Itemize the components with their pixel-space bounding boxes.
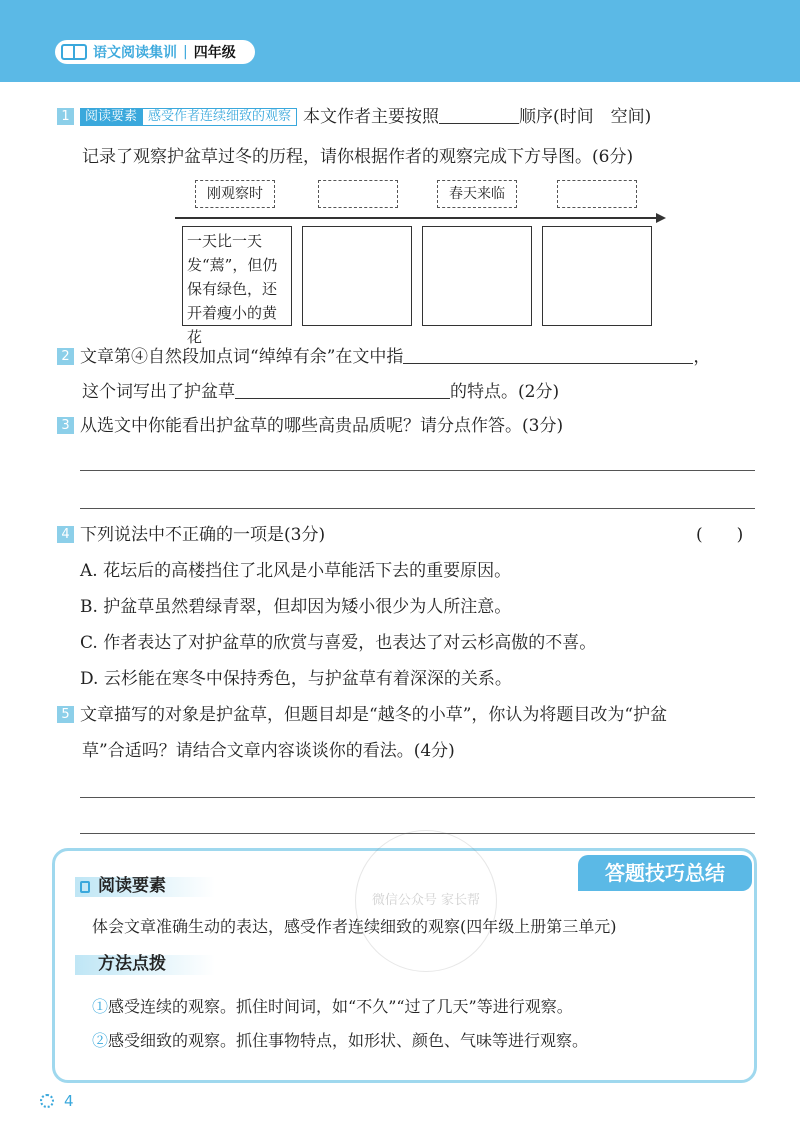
- answer-blank[interactable]: [439, 105, 519, 124]
- question-number: 4: [57, 526, 74, 543]
- item-number: ①: [92, 997, 109, 1016]
- question-1-line-2: 记录了观察护盆草过冬的历程，请你根据作者的观察完成下方导图。(6分): [82, 147, 634, 167]
- item-number: ②: [92, 1031, 109, 1050]
- question-number: 2: [57, 348, 74, 365]
- question-text: 本文作者主要按照: [303, 107, 440, 127]
- stage-box-answer[interactable]: [542, 226, 652, 326]
- stage-box-answer[interactable]: [302, 226, 412, 326]
- question-text: 从选文中你能看出护盆草的哪些高贵品质呢？请分点作答。(3分): [80, 416, 564, 436]
- stage-box-text: 一天比一天发“蔫”，但仍保有绿色，还开着瘦小的黄花: [187, 232, 278, 346]
- section-title-method: 方法点拨: [98, 954, 166, 974]
- answer-parentheses[interactable]: ( ): [696, 525, 744, 545]
- page-footer: [40, 1092, 74, 1110]
- page-number: 4: [64, 1092, 74, 1110]
- reading-element-text: 感受作者连续细致的观察: [142, 108, 297, 126]
- grade-label: 四年级: [193, 45, 236, 61]
- stage-box-answer[interactable]: [422, 226, 532, 326]
- option-a: A. 花坛后的高楼挡住了北风是小草能活下去的重要原因。: [80, 561, 512, 581]
- watermark-stamp: [355, 830, 497, 972]
- question-4: [57, 521, 325, 549]
- series-title: 语文阅读集训: [93, 45, 177, 61]
- tips-card-badge: 答题技巧总结: [578, 855, 752, 891]
- reading-element-text: 体会文章准确生动的表达，感受作者连续细致的观察(四年级上册第三单元): [92, 917, 617, 936]
- question-1-line-1: [57, 103, 651, 131]
- question-text: 顺序(时间 空间): [519, 107, 652, 127]
- stage-box-1: [182, 226, 292, 346]
- question-5-line-2: 草”合适吗？请结合文章内容谈谈你的看法。(4分): [82, 741, 455, 761]
- answer-blank[interactable]: [403, 345, 693, 364]
- question-3: [57, 412, 563, 440]
- question-text: 的特点。(2分): [450, 382, 560, 402]
- option-d: D. 云杉能在寒冬中保持秀色，与护盆草有着深深的关系。: [80, 669, 512, 689]
- question-number: 5: [57, 706, 74, 723]
- question-text: 文章第④自然段加点词“绰绰有余”在文中指: [80, 347, 404, 367]
- header-separator: |: [183, 44, 188, 60]
- question-5-line-1: [57, 701, 667, 729]
- timeline-label-box: 刚观察时: [195, 180, 275, 208]
- reading-element-tag: 阅读要素: [80, 108, 142, 126]
- question-2-line-1: [57, 343, 710, 371]
- answer-line[interactable]: [80, 797, 755, 798]
- header-title-pill: [55, 40, 255, 64]
- answer-line[interactable]: [80, 508, 755, 509]
- timeline-label-box: 春天来临: [437, 180, 517, 208]
- watermark-text: 微信公众号 家长帮: [371, 893, 481, 908]
- method-item-2: [92, 1027, 588, 1055]
- item-text: 感受细致的观察。抓住事物特点，如形状、颜色、气味等进行观察。: [108, 1031, 589, 1050]
- question-text: 这个词写出了护盆草: [82, 382, 235, 402]
- question-text: 下列说法中不正确的一项是(3分): [80, 525, 326, 545]
- option-c: C. 作者表达了对护盆草的欣赏与喜爱，也表达了对云杉高傲的不喜。: [80, 633, 597, 653]
- timeline-arrow-head: [656, 213, 666, 223]
- item-text: 感受连续的观察。抓住时间词，如“不久”“过了几天”等进行观察。: [108, 997, 573, 1016]
- book-icon: [61, 44, 87, 60]
- reading-element-icon: [80, 881, 90, 893]
- question-number: 3: [57, 417, 74, 434]
- answer-line[interactable]: [80, 470, 755, 471]
- question-text: ，: [693, 347, 711, 367]
- question-2-line-2: [82, 378, 559, 406]
- method-item-1: [92, 993, 573, 1021]
- timeline-label-blank[interactable]: [557, 180, 637, 208]
- timeline-label-blank[interactable]: [318, 180, 398, 208]
- timeline-arrow-line: [175, 217, 658, 219]
- question-text: 文章描写的对象是护盆草，但题目却是“越冬的小草”，你认为将题目改为“护盆: [80, 705, 668, 725]
- sun-icon: [40, 1094, 54, 1108]
- question-number: 1: [57, 108, 74, 125]
- answer-blank[interactable]: [235, 380, 450, 399]
- option-b: B. 护盆草虽然碧绿青翠，但却因为矮小很少为人所注意。: [80, 597, 512, 617]
- section-title-reading-element: 阅读要素: [98, 876, 166, 896]
